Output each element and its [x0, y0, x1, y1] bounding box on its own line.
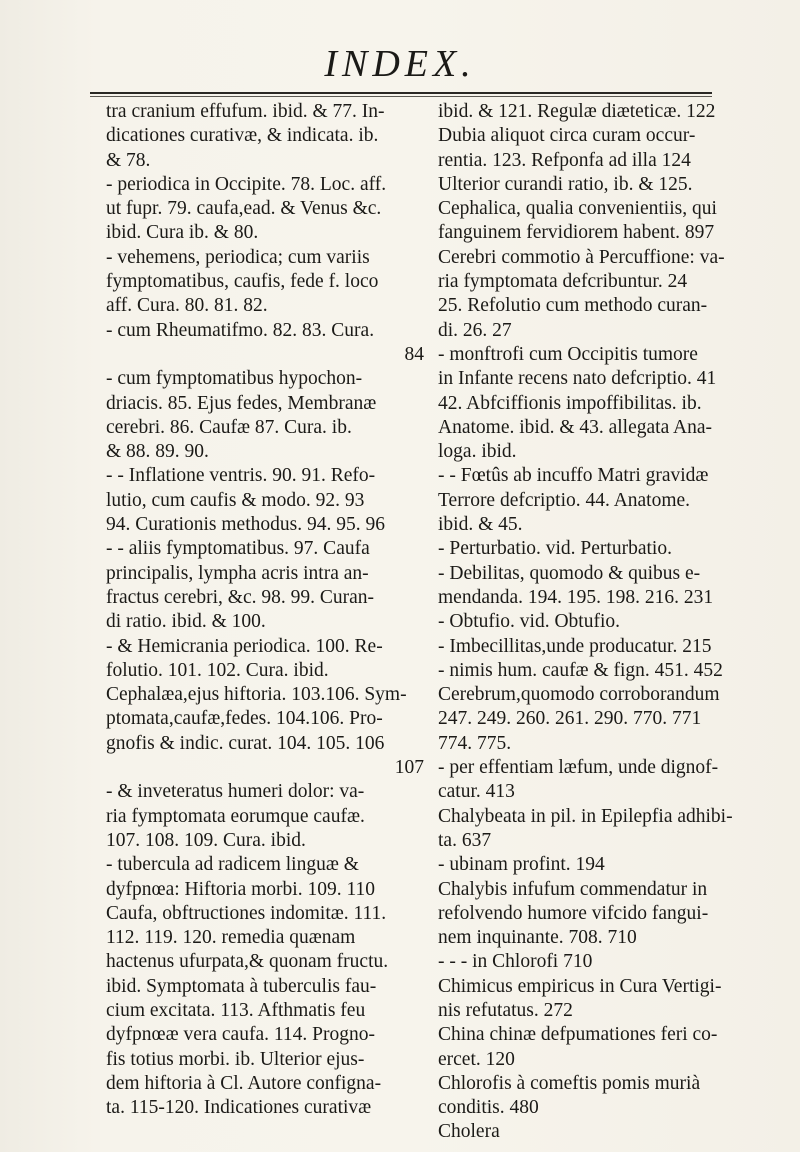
- index-line: - nimis hum. caufæ & fign. 451. 452: [438, 659, 723, 681]
- index-line: 25. Refolutio cum methodo curan-: [438, 295, 708, 317]
- index-line: Anatome. ibid. & 43. allegata Ana-: [438, 416, 713, 438]
- index-line: fanguinem fervidiorem habent. 897: [438, 222, 715, 244]
- index-line: - Perturbatio. vid. Perturbatio.: [438, 538, 672, 560]
- index-line: catur. 413: [438, 781, 515, 803]
- index-line: - - Inflatione ventris. 90. 91. Refo-: [106, 465, 376, 487]
- index-line: 84: [404, 343, 424, 365]
- index-line: ibid. & 45.: [438, 514, 523, 536]
- index-line: 94. Curationis methodus. 94. 95. 96: [106, 514, 385, 536]
- index-line: - tubercula ad radicem linguæ &: [106, 854, 359, 876]
- index-line: Cephalica, qualia convenientiis, qui: [438, 198, 717, 220]
- index-line: ta. 637: [438, 829, 492, 851]
- index-line: Cephalæa,ejus hiftoria. 103.106. Sym-: [106, 684, 407, 706]
- index-line: folutio. 101. 102. Cura. ibid.: [106, 659, 329, 681]
- index-line: - per effentiam læfum, unde dignof-: [438, 757, 719, 779]
- index-line: - & inveteratus humeri dolor: va-: [106, 781, 365, 803]
- right-column: [438, 100, 733, 1145]
- index-line: China chinæ defpumationes feri co-: [438, 1024, 718, 1046]
- index-line: conditis. 480: [438, 1097, 539, 1119]
- index-line: Caufa, obftructiones indomitæ. 111.: [106, 902, 387, 924]
- index-line: 107. 108. 109. Cura. ibid.: [106, 829, 306, 851]
- index-line: Dubia aliquot circa curam occur-: [438, 125, 696, 147]
- index-line: loga. ibid.: [438, 441, 517, 463]
- index-line: 42. Abfciffionis impoffibilitas. ib.: [438, 392, 702, 414]
- index-line: ria fymptomata eorumque caufæ.: [106, 805, 365, 827]
- index-line: rentia. 123. Refponfa ad illa 124: [438, 149, 691, 171]
- index-line: 112. 119. 120. remedia quænam: [106, 927, 356, 949]
- index-line: - ubinam profint. 194: [438, 854, 605, 876]
- index-line: 107: [394, 757, 424, 779]
- index-line: refolvendo humore vifcido fangui-: [438, 902, 709, 924]
- header-rule-thin: [90, 96, 712, 97]
- index-line: Cholera: [438, 1121, 500, 1143]
- index-line: tra cranium effufum. ibid. & 77. In-: [106, 101, 385, 122]
- index-line: di ratio. ibid. & 100.: [106, 611, 266, 633]
- index-line: principalis, lympha acris intra an-: [106, 562, 369, 584]
- index-line: - Debilitas, quomodo & quibus e-: [438, 562, 701, 584]
- index-line: driacis. 85. Ejus fedes, Membranæ: [106, 392, 377, 414]
- index-line: dyfpnœa: Hiftoria morbi. 109. 110: [106, 878, 375, 900]
- index-line: - monftrofi cum Occipitis tumore: [438, 343, 698, 365]
- index-line: - Obtufio. vid. Obtufio.: [438, 611, 620, 633]
- index-line: fymptomatibus, caufis, fede f. loco: [106, 271, 379, 293]
- index-line: - - Fœtûs ab incuffo Matri gravidæ: [438, 465, 709, 487]
- index-line: Terrore defcriptio. 44. Anatome.: [438, 489, 691, 511]
- index-line: hactenus ufurpata,& quonam fructu.: [106, 951, 389, 973]
- index-line: ta. 115-120. Indicationes curativæ: [106, 1097, 372, 1119]
- index-line: ibid. Symptomata à tuberculis fau-: [106, 975, 377, 997]
- index-line: - Imbecillitas,unde producatur. 215: [438, 635, 712, 657]
- index-line: Chalybis infufum commendatur in: [438, 878, 708, 900]
- left-column: [106, 100, 424, 1120]
- index-line: fis totius morbi. ib. Ulterior ejus-: [106, 1048, 365, 1070]
- index-line: nis refutatus. 272: [438, 999, 573, 1021]
- index-line: fractus cerebri, &c. 98. 99. Curan-: [106, 586, 375, 608]
- index-line: Ulterior curandi ratio, ib. & 125.: [438, 173, 693, 195]
- index-line: - cum fymptomatibus hypochon-: [106, 368, 363, 390]
- index-line: Chimicus empiricus in Cura Vertigi-: [438, 975, 722, 997]
- index-line: ptomata,caufæ,fedes. 104.106. Pro-: [106, 708, 383, 730]
- index-line: mendanda. 194. 195. 198. 216. 231: [438, 586, 714, 608]
- index-line: cerebri. 86. Caufæ 87. Cura. ib.: [106, 416, 352, 438]
- index-line: in Infante recens nato defcriptio. 41: [438, 368, 717, 390]
- index-line: - - aliis fymptomatibus. 97. Caufa: [106, 538, 370, 560]
- index-line: - vehemens, periodica; cum variis: [106, 246, 370, 268]
- index-line: dyfpnœæ vera caufa. 114. Progno-: [106, 1024, 375, 1046]
- index-line: ercet. 120: [438, 1048, 515, 1070]
- index-line: & 78.: [106, 149, 151, 171]
- index-line: Cerebri commotio à Percuffione: va-: [438, 246, 725, 268]
- index-line: aff. Cura. 80. 81. 82.: [106, 295, 268, 317]
- index-line: ria fymptomata defcribuntur. 24: [438, 271, 688, 293]
- index-line: - periodica in Occipite. 78. Loc. aff.: [106, 173, 387, 195]
- index-line: - & Hemicrania periodica. 100. Re-: [106, 635, 383, 657]
- index-line: gnofis & indic. curat. 104. 105. 106: [106, 732, 385, 754]
- index-line: lutio, cum caufis & modo. 92. 93: [106, 489, 365, 511]
- index-line: & 88. 89. 90.: [106, 441, 209, 463]
- header-rule: [90, 92, 712, 94]
- index-line: Chlorofis à comeftis pomis murià: [438, 1072, 701, 1094]
- index-line: Cerebrum,quomodo corroborandum: [438, 684, 720, 706]
- index-line: - cum Rheumatifmo. 82. 83. Cura.: [106, 319, 375, 341]
- index-line: dicationes curativæ, & indicata. ib.: [106, 125, 379, 147]
- index-line: nem inquinante. 708. 710: [438, 927, 637, 949]
- index-line: ibid. & 121. Regulæ diæteticæ. 122: [438, 101, 716, 122]
- page-title: INDEX.: [324, 43, 476, 85]
- index-line: ibid. Cura ib. & 80.: [106, 222, 259, 244]
- index-line: Chalybeata in pil. in Epilepfia adhibi-: [438, 805, 733, 827]
- index-line: 247. 249. 260. 261. 290. 770. 771: [438, 708, 702, 730]
- index-line: ut fupr. 79. caufa,ead. & Venus &c.: [106, 198, 382, 220]
- index-line: cium excitata. 113. Afthmatis feu: [106, 999, 366, 1021]
- index-line: - - - in Chlorofi 710: [438, 951, 593, 973]
- index-line: 774. 775.: [438, 732, 512, 754]
- index-line: dem hiftoria à Cl. Autore configna-: [106, 1072, 382, 1094]
- index-line: di. 26. 27: [438, 319, 512, 341]
